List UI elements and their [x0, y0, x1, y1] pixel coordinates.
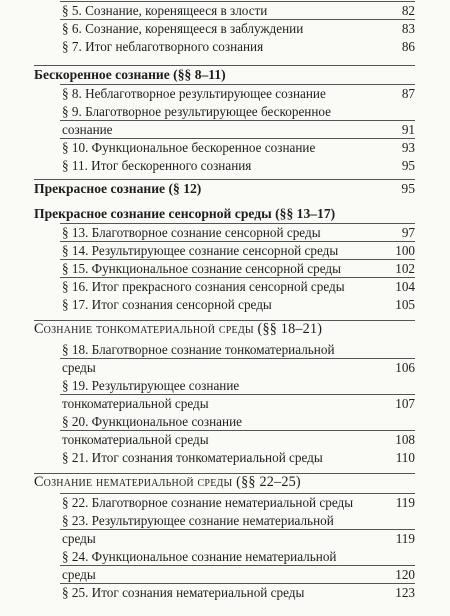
- entry-page: 93: [401, 140, 415, 155]
- entry-rule: [60, 120, 415, 121]
- entry-page: 108: [395, 432, 415, 447]
- entry-title: § 20. Функциональное сознание: [62, 414, 242, 429]
- entry-title: § 17. Итог сознания сенсорной среды: [62, 297, 272, 312]
- entry-title: § 7. Итог неблаготворного сознания: [62, 39, 264, 54]
- entry-title: § 9. Благотворное результирующее бескоренное: [62, 104, 332, 119]
- entry-rule: [60, 19, 415, 20]
- entry-rule: [60, 358, 415, 359]
- section-rule: [34, 179, 415, 180]
- entry-rule: [60, 394, 415, 395]
- entry-title: тонкоматериальной среды: [62, 432, 209, 447]
- entry-page: 83: [401, 21, 415, 36]
- entry-title: § 16. Итог прекрасного сознания сенсорной среды: [62, 279, 345, 294]
- entry-rule: [60, 241, 415, 242]
- section-rule: [34, 473, 415, 474]
- entry-title: § 11. Итог бескоренного сознания: [62, 158, 252, 173]
- entry-page: 102: [395, 261, 415, 276]
- entry-rule: [60, 493, 415, 494]
- entry-page: 123: [395, 585, 415, 600]
- entry-rule: [60, 529, 415, 530]
- section-title: Прекрасное сознание сенсорной среды (§§ 13–17): [34, 206, 336, 221]
- section-rule: [34, 320, 415, 321]
- entry-title: § 15. Функциональное сознание сенсорной среды: [62, 261, 341, 276]
- entry-title: § 23. Результирующее сознание нематериальной: [62, 513, 334, 528]
- entry-title: § 24. Функциональное сознание нематериальной: [62, 549, 337, 564]
- entry-title: § 13. Благотворное сознание сенсорной среды: [62, 225, 321, 240]
- entry-page: 119: [395, 495, 415, 510]
- entry-page: 100: [395, 243, 415, 258]
- entry-title: § 19. Результирующее сознание: [62, 378, 240, 393]
- section-title: Бескоренное сознание (§§ 8–11): [34, 67, 226, 82]
- entry-page: 104: [395, 279, 415, 294]
- entry-title: § 18. Благотворное сознание тонкоматериальной: [62, 342, 335, 357]
- entry-page: 97: [401, 225, 415, 240]
- entry-rule: [60, 223, 415, 224]
- entry-page: 119: [395, 531, 415, 546]
- entry-rule: [60, 430, 415, 431]
- entry-rule: [60, 565, 415, 566]
- entry-page: 105: [395, 297, 415, 312]
- entry-rule: [60, 259, 415, 260]
- section-page: 95: [401, 181, 415, 196]
- entry-page: 120: [395, 567, 415, 582]
- entry-page: 106: [395, 360, 415, 375]
- entry-title: § 14. Результирующее сознание сенсорной среды: [62, 243, 339, 258]
- entry-page: 107: [395, 396, 415, 411]
- entry-title: § 8. Неблаготворное результирующее сознание: [62, 86, 326, 101]
- entry-page: 110: [395, 450, 415, 465]
- entry-page: 95: [401, 158, 415, 173]
- entry-title: § 6. Сознание, коренящееся в заблуждении: [62, 21, 304, 36]
- entry-title: среды: [62, 567, 96, 582]
- entry-page: 91: [401, 122, 415, 137]
- entry-rule: [60, 84, 415, 85]
- entry-title: среды: [62, 360, 96, 375]
- entry-page: 87: [401, 86, 415, 101]
- entry-title: § 21. Итог сознания тонкоматериальной среды: [62, 450, 323, 465]
- entry-rule: [60, 138, 415, 139]
- entry-title: § 25. Итог сознания нематериальной среды: [62, 585, 305, 600]
- entry-rule: [60, 583, 415, 584]
- section-title: Прекрасное сознание (§ 12): [34, 181, 202, 196]
- entry-title: среды: [62, 531, 96, 546]
- entry-title: сознание: [62, 122, 113, 137]
- entry-title: § 5. Сознание, коренящееся в злости: [62, 3, 268, 18]
- entry-rule: [60, 1, 415, 2]
- section-title: Сознание нематериальной среды (§§ 22–25): [34, 474, 301, 490]
- entry-title: § 10. Функциональное бескоренное сознание: [62, 140, 316, 155]
- entry-page: 86: [401, 39, 415, 54]
- entry-title: тонкоматериальной среды: [62, 396, 209, 411]
- section-rule: [34, 65, 415, 66]
- entry-page: 82: [401, 3, 415, 18]
- entry-rule: [60, 277, 415, 278]
- entry-title: § 22. Благотворное сознание нематериальной среды: [62, 495, 354, 510]
- section-title: Сознание тонкоматериальной среды (§§ 18–21): [34, 321, 323, 337]
